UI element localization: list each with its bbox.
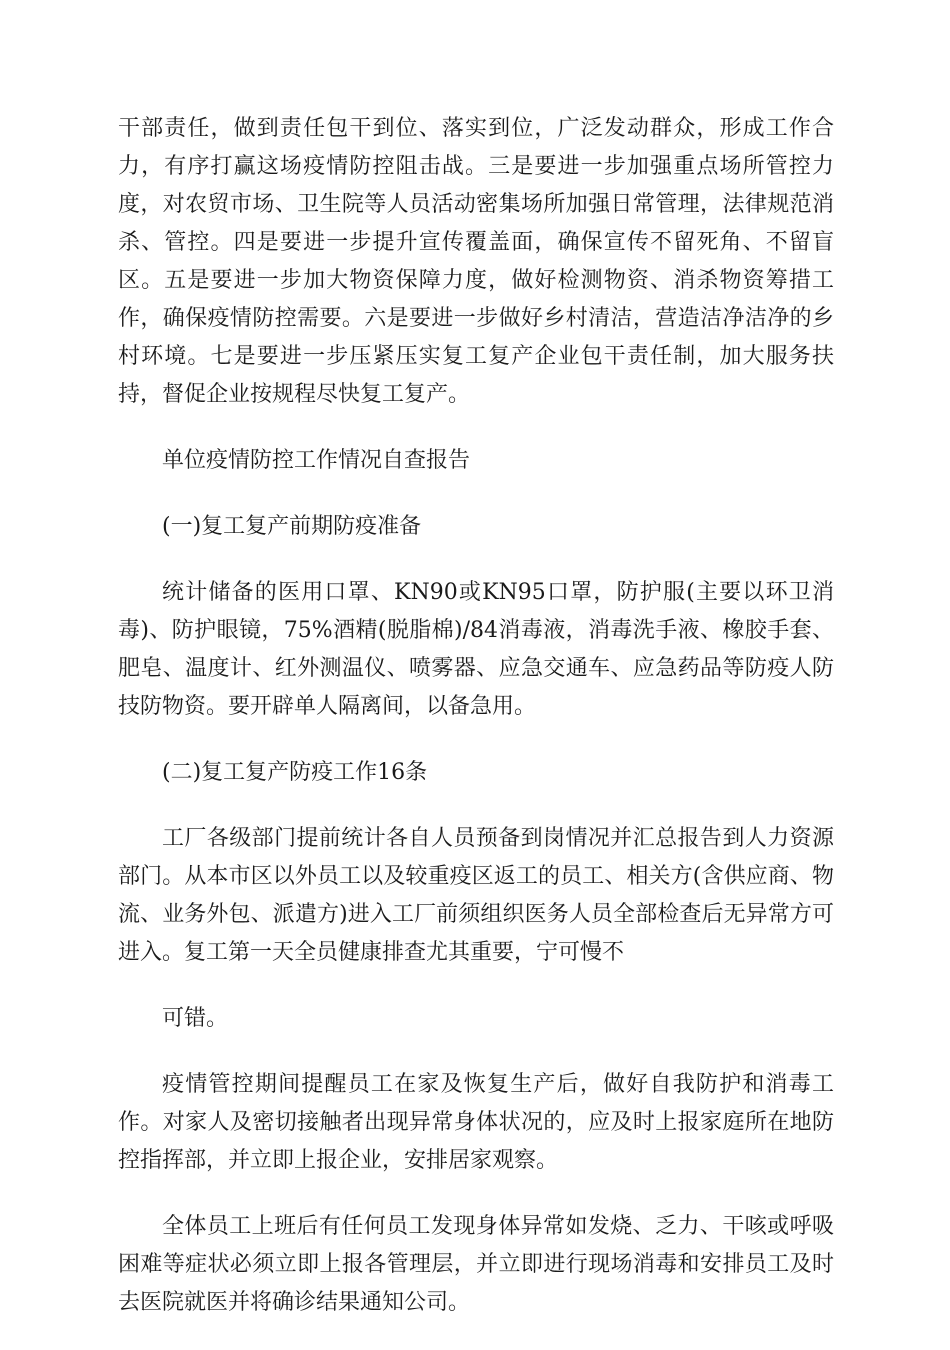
paragraph-continuation: 可错。 (162, 1006, 229, 1031)
paragraph-self-protection: 疫情管控期间提醒员工在家及恢复生产后，做好自我防护和消毒工作。对家人及密切接触者出现异常身体状况的，应及时上报家庭所在地防控指挥部，并立即上报企业，安排居家观察。 (118, 1072, 834, 1173)
paragraph-staff-return: 工厂各级部门提前统计各自人员预备到岗情况并汇总报告到人力资源部门。从本市区以外员工以及较重疫区返工的员工、相关方(含供应商、物流、业务外包、派遣方)进入工厂前须组织医务人员全部检查后无异常方可进入。复工第一天全员健康排查尤其重要，宁可慢不 (118, 826, 834, 965)
report-title: 单位疫情防控工作情况自查报告 (162, 448, 471, 473)
paragraph-supplies: 统计储备的医用口罩、KN90或KN95口罩，防护服(主要以环卫消毒)、防护眼镜，75%酒精(脱脂棉)/84消毒液，消毒洗手液、橡胶手套、肥皂、温度计、红外测温仪、喷雾器、应急交通车、应急药品等防疫人防技防物资。要开辟单人隔离间，以备急用。 (118, 580, 834, 719)
document-page (118, 110, 834, 1350)
section-heading-preparation: (一)复工复产前期防疫准备 (162, 514, 422, 539)
section-heading-16-rules: (二)复工复产防疫工作16条 (162, 760, 428, 785)
paragraph-continued-responsibilities: 干部责任，做到责任包干到位、落实到位，广泛发动群众，形成工作合力，有序打赢这场疫情防控阻击战。三是要进一步加强重点场所管控力度，对农贸市场、卫生院等人员活动密集场所加强日常管理，法律规范消杀、管控。四是要进一步提升宣传覆盖面，确保宣传不留死角、不留盲区。五是要进一步加大物资保障力度，做好检测物资、消杀物资筹措工作，确保疫情防控需要。六是要进一步做好乡村清洁，营造洁净洁净的乡村环境。七是要进一步压紧压实复工复产企业包干责任制，加大服务扶持，督促企业按规程尽快复工复产。 (118, 116, 834, 407)
paragraph-symptom-reporting: 全体员工上班后有任何员工发现身体异常如发烧、乏力、干咳或呼吸困难等症状必须立即上报各管理层，并立即进行现场消毒和安排员工及时去医院就医并将确诊结果通知公司。 (118, 1214, 834, 1315)
